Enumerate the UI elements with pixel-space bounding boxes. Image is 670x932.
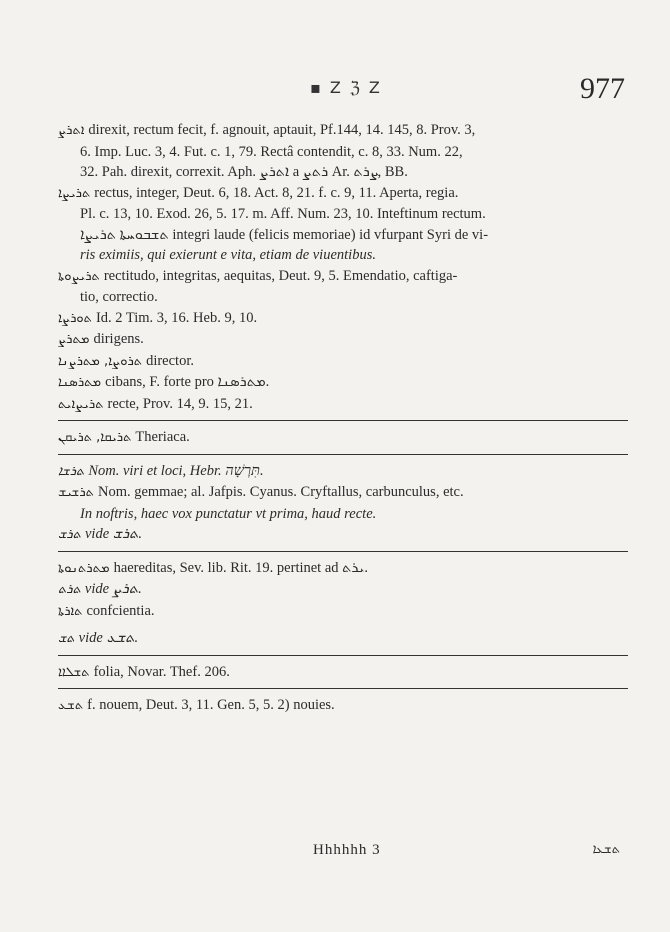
entry-line: Nom. gemmae; al. Jafpis. Cyanus. Cryftallus, carbunculus, etc. [97,484,464,500]
entry-line: dirigens. [93,331,144,347]
catchword: ܬܫܥܐ [592,842,620,857]
entry-recte [58,394,628,416]
section-divider [58,420,628,421]
entry-line: rectus, integer, Deut. 6, 18. Act. 8, 21. f. c. 9, 11. Aperta, regia. [94,184,459,201]
entry-line: recte, Prov. 14, 9. 15, 21. [107,395,253,412]
entry-line: Theriaca. [135,429,190,445]
entry-line: vide ܬܫܥ. [78,630,139,646]
entry-cibans [58,372,628,394]
section-divider [58,688,628,689]
entry-line: In noftris, haec vox punctatur vt prima, haud recte. [80,505,377,522]
running-head: ▪ Z ℨ Z [310,78,382,97]
entry-line: cibans, F. forte pro ܡܬܪܣܢܐ. [105,374,270,390]
entry-line: confcientia. [86,602,155,619]
entry-jaspis [58,482,628,524]
headword: ܬܪܝܨܘܬܐ [58,268,100,284]
entry-line: rectitudo, integritas, aequitas, Deut. 9, 5. Emendatio, caftiga- [103,267,458,284]
entry-rectitudo [58,266,628,308]
headword: ܬܫ [58,631,75,646]
entry-nouem [58,695,628,717]
section-divider [58,655,628,656]
headword: ܡܬܪܬܢܘܬܐ [58,560,110,576]
entry-line: f. nouem, Deut. 3, 11. Gen. 5, 5. 2) nouies. [87,697,335,713]
entry-line: haereditas, Sev. lib. Rit. 19. pertinet ad ܝܪܬ. [113,559,368,576]
entry-line: ris eximiis, qui exierunt e vita, etiam de viuentibus. [80,247,376,263]
page-header [60,72,625,112]
headword: ܬܪܬ [58,582,81,597]
entry-conscientia [58,601,628,623]
page-number: 977 [580,72,625,105]
headword: ܬܘܪܨܐ [58,310,92,326]
headword: ܬܫܥ [58,698,84,713]
headword: ܬܪܫ [58,527,81,542]
headword: ܬܪܝܩܐ, ܬܪܝܩܢ [58,430,132,445]
signature-mark: Hhhhhh 3 [313,842,381,858]
headword: ܬܪܝܨܐܝܬ [58,396,104,412]
entry-line: direxit, rectum fecit, f. agnouit, aptauit, Pf.144, 14. 145, 8. Prov. 3, [88,122,476,138]
entry-director [58,351,628,373]
entry-haereditas [58,558,628,580]
entry-line: 6. Imp. Luc. 3, 4. Fut. c. 1, 79. Rectâ contendit, c. 8, 33. Num. 22, [80,143,463,160]
entry-line: Id. 2 Tim. 3, 16. Heb. 9, 10. [95,309,258,326]
entry-line: 32. Pah. direxit, correxit. Aph. ܐܬܪܨ a ܪܬܨ Ar. ܨܪܬ, BB. [80,164,408,180]
entry-theriaca [58,427,628,449]
headword: ܬܫܠܐܐ [58,664,90,680]
entry-direxit [58,120,628,183]
entry-line: Pl. c. 13, 10. Exod. 26, 5. 17. m. Aff. Num. 23, 10. Inteftinum rectum. [80,206,486,222]
dictionary-entries [58,120,628,717]
entry-line: director. [146,352,194,369]
entry-tirshah [58,461,628,483]
section-divider [58,454,628,455]
entry-line: ܬܫܒܘܚܬܐ ܬܪܝܨܐ integri laude (felicis memoriae) id vfurpant Syri de vi- [80,226,489,243]
entry-vide-1 [58,524,628,546]
headword: ܬܪܘܨܐ, ܡܬܪܨܢܐ [58,353,143,369]
headword: ܬܪܫܐ [58,463,85,479]
entry-dirigens [58,329,628,351]
headword: ܡܬܪܣܢܐ [58,375,102,390]
section-divider [58,551,628,552]
entry-line: Nom. viri et loci, Hebr. תִּרְשָׁה. [88,462,264,479]
headword: ܬܪܝܨܐ [58,185,91,201]
entry-folia [58,662,628,684]
page-footer [58,842,628,866]
entry-id [58,308,628,330]
headword: ܬܪܫܝܫ [58,485,94,500]
entry-rectus [58,183,628,266]
entry-line: folia, Novar. Thef. 206. [93,663,230,680]
headword: ܐܬܪܨ [58,123,85,138]
entry-line: vide ܬܪܫ. [84,526,143,542]
entry-line: tio, correctio. [80,289,158,305]
headword: ܡܬܪܨ [58,332,90,347]
headword: ܬܐܪܬܐ [58,603,83,619]
entry-line: vide ܬܪܨ. [84,581,142,597]
entry-vide-2 [58,579,628,601]
entry-vide-3 [58,628,628,650]
